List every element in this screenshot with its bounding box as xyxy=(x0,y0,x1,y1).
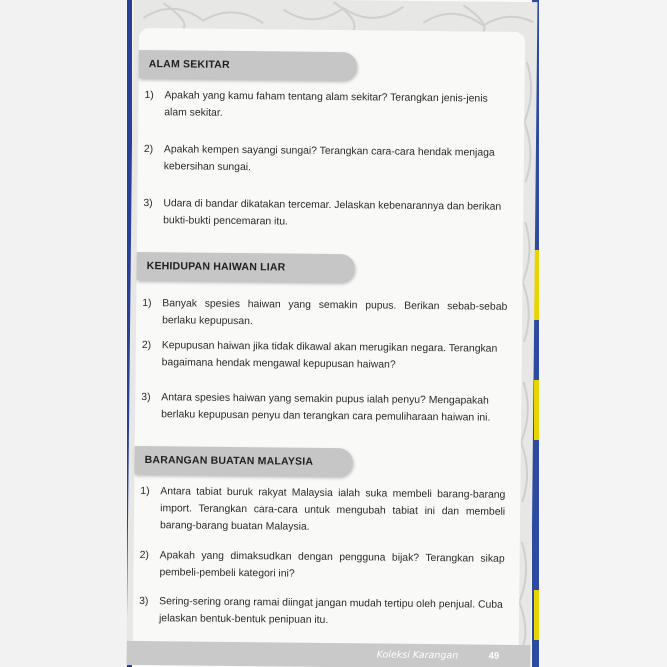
question-item xyxy=(144,142,509,179)
book-title: Koleksi Karangan xyxy=(376,649,459,662)
section-heading-bar xyxy=(135,446,353,476)
question-number: 1) xyxy=(144,90,154,102)
question-text: Kepupusan haiwan jika tidak dikawal akan merugikan negara. Terangkan bagaimana hendak mengawal kepupusan haiwan? xyxy=(161,340,498,371)
question-number: 3) xyxy=(139,595,149,608)
question-item xyxy=(139,594,504,631)
question-text: Sering-sering orang ramai diingat jangan mudah tertipu oleh penjual. Cuba jelaskan bentuk-bentuk penipuan itu. xyxy=(158,596,503,626)
question-number: 3) xyxy=(141,392,151,404)
question-text: Apakah yang dimaksudkan dengan pengguna bijak? Terangkan sikap pembeli-pembeli kategori ini? xyxy=(159,550,505,580)
question-number: 1) xyxy=(142,298,152,310)
book-page xyxy=(127,0,538,667)
question-number: 1) xyxy=(140,486,150,498)
background-left xyxy=(0,0,127,667)
background-right xyxy=(537,0,667,667)
section-heading: ALAM SEKITAR xyxy=(148,58,230,71)
question-text: Apakah yang kamu faham tentang alam sekitar? Terangkan jenis-jenis alam sekitar. xyxy=(164,90,488,119)
page-number: 49 xyxy=(488,650,500,662)
question-text: Antara spesies haiwan yang semakin pupus ialah penyu? Mengapakah berlaku kepupusan penyu dan terangkan cara pemuliharaan haiwan ini. xyxy=(161,392,491,424)
question-item xyxy=(143,196,508,233)
cover-yellow-band xyxy=(534,590,539,640)
section-heading: BARANGAN BUATAN MALAYSIA xyxy=(144,454,314,468)
question-number: 2) xyxy=(139,549,149,562)
question-number: 2) xyxy=(141,340,152,352)
question-text: Banyak spesies haiwan yang semakin pupus. Berikan sebab-sebab berlaku kepupusan. xyxy=(162,298,508,327)
section-heading: KEHIDUPAN HAIWAN LIAR xyxy=(146,260,286,274)
page-content-area xyxy=(133,28,525,650)
question-item xyxy=(140,484,506,538)
section-heading-bar xyxy=(137,252,355,282)
cover-yellow-band xyxy=(534,380,539,440)
question-number: 3) xyxy=(143,198,153,210)
question-text: Apakah kempen sayangi sungai? Terangkan cara-cara hendak menjaga kebersihan sungai. xyxy=(163,144,495,173)
page-footer xyxy=(127,641,531,667)
section-heading-bar xyxy=(139,50,357,80)
question-number: 2) xyxy=(143,144,154,156)
question-item xyxy=(144,88,509,125)
question-item xyxy=(139,548,504,585)
question-item xyxy=(141,390,506,427)
question-item xyxy=(142,338,507,375)
question-text: Udara di bandar dikatakan tercemar. Jelaskan kebenarannya dan berikan bukti-bukti pencemaran itu. xyxy=(163,198,502,228)
question-text: Antara tabiat buruk rakyat Malaysia ialah suka membeli barang-barang import. Terangkan cara-cara untuk mengubah tabiat ini dan membeli barang-barang buatan Malaysia. xyxy=(159,486,506,533)
question-item xyxy=(142,296,507,333)
